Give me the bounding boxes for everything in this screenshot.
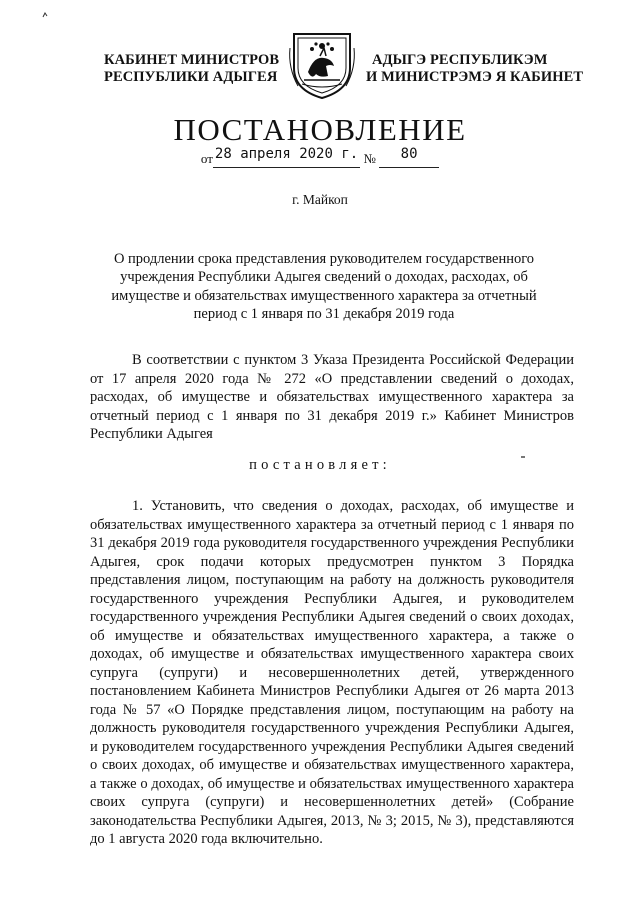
number-label: № xyxy=(363,151,376,166)
header-left-line1: КАБИНЕТ МИНИСТРОВ xyxy=(104,52,280,68)
document-subject: О продлении срока представления руководителем государственного учреждения Республики Адыгея сведений о доходах, расходах, об имуществе и обязательствах имущественного характера за отчетный период с 1 января по 31 декабря 2019 года xyxy=(111,251,537,322)
city: г. Майкоп xyxy=(292,192,348,207)
date-number-line xyxy=(0,146,640,168)
preamble-paragraph: В соответствии с пунктом 3 Указа Президента Российской Федерации от 17 апреля 2020 года № 272 «О представлении сведений о доходах, расходах, об имуществе и обязательствах имущественного характера за отчетный период с 1 января по 31 декабря 2019 г.» Кабинет Министров Республики Адыгея xyxy=(90,352,574,442)
date-field xyxy=(213,146,360,168)
clause-1-paragraph: 1. Установить, что сведения о доходах, расходах, об имуществе и обязательствах имущественного характера за отчетный период с 1 января по 31 декабря 2019 года руководителя государственного учреждения Республики Адыгея, срок подачи которых предусмотрен пунктом 3 Порядка представления лицом, поступающим на работу на должность руководителя государственного учреждения Республики Адыгея, и руководителем государственного учреждения Республики Адыгея сведений о своих доходах, об имуществе и обязательствах имущественного характера, а также о доходах, об имуществе и обязательствах имущественного характера своих супруга (супруги) и несовершеннолетних детей, утвержденного постановлением Кабинета Министров Республики Адыгея от 26 марта 2013 года № 57 «О Порядке представления лицом, поступающим на работу на должность руководителя государственного учреждения Республики Адыгея, и руководителем государственного учреждения Республики Адыгея сведений о своих доходах, об имуществе и обязательствах имущественного характера, а также о доходах, об имуществе и обязательствах имущественного характера своих супруга (супруги) и несовершеннолетних детей» (Собрание законодательства Республики Адыгея, 2013, № 3; 2015, № 3), представляются до 1 августа 2020 года включительно. xyxy=(90,498,574,847)
scan-mark xyxy=(42,12,48,18)
header-left-line2: РЕСПУБЛИКИ АДЫГЕЯ xyxy=(104,69,278,85)
decree-word: постановляет: xyxy=(249,457,391,473)
header-left xyxy=(104,52,280,86)
number-field xyxy=(379,146,439,168)
header-right xyxy=(366,52,584,86)
coat-of-arms-icon xyxy=(286,28,358,102)
date-value: 28 апреля 2020 г. xyxy=(214,146,359,162)
document-title: ПОСТАНОВЛЕНИЕ xyxy=(173,112,467,147)
number-value: 80 xyxy=(400,146,418,162)
header-right-line1: АДЫГЭ РЕСПУБЛИКЭМ xyxy=(372,52,548,68)
header-right-line2: И МИНИСТРЭМЭ Я КАБИНЕТ xyxy=(366,69,584,85)
scan-dot xyxy=(521,456,525,458)
date-from-label: от xyxy=(200,151,213,166)
